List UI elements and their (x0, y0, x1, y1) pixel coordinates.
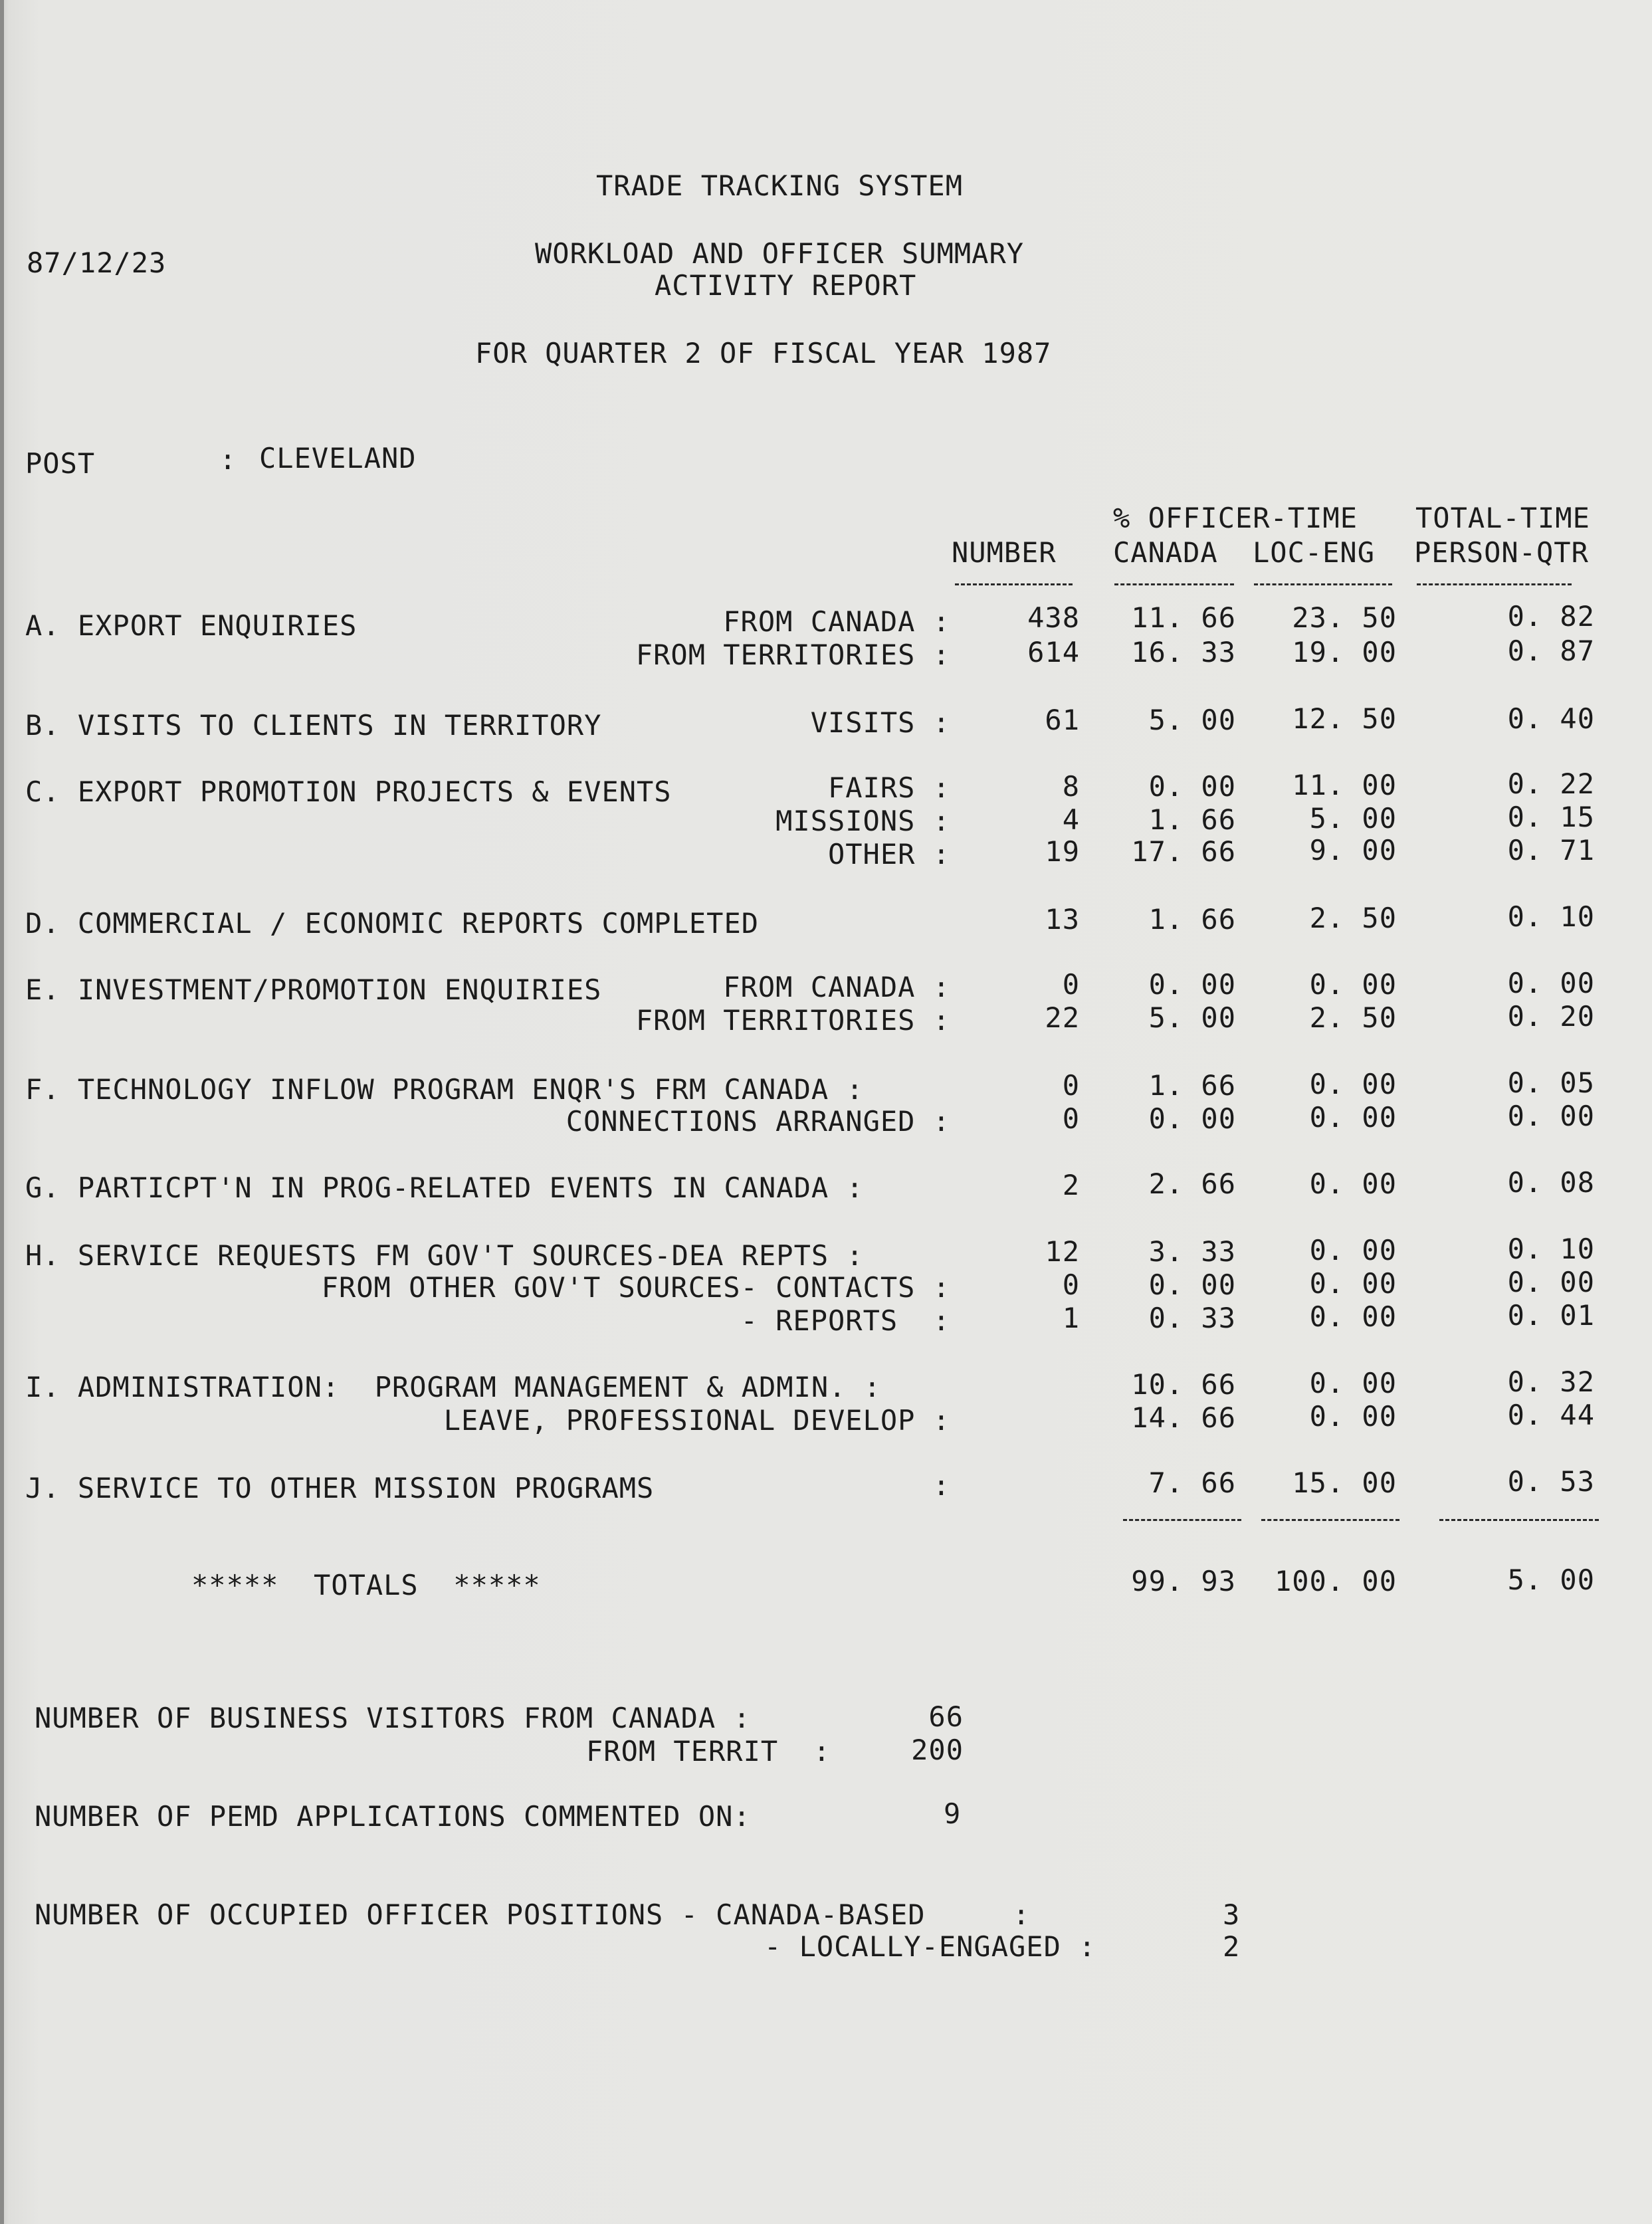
row-canada: 5. 00 (1148, 1001, 1236, 1034)
row-total: 0. 71 (1507, 834, 1595, 866)
row-number: 8 (1062, 770, 1080, 803)
row-total: 0. 82 (1507, 600, 1595, 633)
row-canada: 0. 00 (1148, 968, 1236, 1001)
person-qtr-header: PERSON-QTR (1414, 536, 1589, 569)
person-qtr-underline (1417, 583, 1572, 585)
row-loceng: 0. 00 (1309, 1300, 1397, 1333)
loceng-total-underline (1261, 1519, 1399, 1521)
number-underline (955, 583, 1073, 585)
positions-canada-label: NUMBER OF OCCUPIED OFFICER POSITIONS - CANADA-BASED : (35, 1898, 1031, 1931)
row-loceng: 0. 00 (1309, 1068, 1397, 1100)
row-loceng: 0. 00 (1309, 1267, 1397, 1300)
row-label: F. TECHNOLOGY INFLOW PROGRAM ENQR'S FRM CANADA : (25, 1073, 864, 1106)
officer-time-header: % OFFICER-TIME (1113, 502, 1358, 534)
row-label: J. SERVICE TO OTHER MISSION PROGRAMS (25, 1472, 655, 1504)
positions-local-label: - LOCALLY-ENGAGED : (764, 1930, 1096, 1963)
row-loceng: 12. 50 (1292, 702, 1397, 735)
row-number: 12 (1045, 1235, 1080, 1268)
visitors-territ-label: FROM TERRIT : (586, 1735, 831, 1768)
row-total: 0. 10 (1507, 1233, 1595, 1265)
row-number: 0 (1062, 1268, 1080, 1301)
row-canada: 16. 33 (1131, 636, 1236, 668)
visitors-canada-value: 66 (928, 1700, 964, 1733)
row-number: 2 (1062, 1169, 1080, 1201)
row-number: 61 (1045, 704, 1080, 736)
report-subtitle: ACTIVITY REPORT (655, 269, 917, 302)
row-sublabel: OTHER : (827, 838, 950, 870)
row-total: 0. 05 (1507, 1066, 1595, 1099)
positions-local-value: 2 (1223, 1930, 1241, 1963)
canada-header: CANADA (1113, 536, 1218, 569)
row-total: 0. 53 (1507, 1465, 1595, 1498)
row-number: 19 (1045, 835, 1080, 868)
row-label: B. VISITS TO CLIENTS IN TERRITORY (25, 709, 602, 742)
report-period: FOR QUARTER 2 OF FISCAL YEAR 1987 (475, 337, 1052, 369)
totals-loceng: 100. 00 (1274, 1565, 1397, 1597)
post-separator: : (219, 443, 237, 476)
row-number: 1 (1062, 1302, 1080, 1334)
pemd-value: 9 (944, 1797, 962, 1830)
row-canada: 5. 00 (1148, 704, 1236, 736)
row-total: 0. 00 (1507, 1266, 1595, 1298)
positions-canada-value: 3 (1223, 1898, 1241, 1931)
row-loceng: 5. 00 (1309, 802, 1397, 835)
system-title: TRADE TRACKING SYSTEM (596, 169, 964, 202)
total-time-header: TOTAL-TIME (1415, 502, 1590, 534)
visitors-territ-value: 200 (911, 1734, 964, 1766)
number-header: NUMBER (952, 536, 1057, 569)
row-label: G. PARTICPT'N IN PROG-RELATED EVENTS IN CANADA : (25, 1171, 864, 1204)
totals-label: ***** TOTALS ***** (191, 1569, 541, 1601)
row-canada: 14. 66 (1131, 1401, 1236, 1434)
row-total: 0. 01 (1507, 1299, 1595, 1332)
row-sublabel: FROM TERRITORIES : (635, 639, 950, 671)
row-canada: 10. 66 (1131, 1368, 1236, 1401)
row-total: 0. 44 (1507, 1399, 1595, 1431)
row-canada: 11. 66 (1131, 601, 1236, 634)
row-loceng: 23. 50 (1292, 601, 1397, 634)
row-loceng: 19. 00 (1292, 636, 1397, 668)
post-value: CLEVELAND (259, 442, 417, 474)
row-sublabel: LEAVE, PROFESSIONAL DEVELOP : (443, 1404, 950, 1437)
person-qtr-total-underline (1439, 1519, 1599, 1521)
row-canada: 0. 00 (1148, 1268, 1236, 1301)
row-sublabel: - REPORTS : (740, 1304, 950, 1337)
canada-total-underline (1123, 1519, 1241, 1521)
row-sublabel: : (932, 1469, 950, 1502)
row-canada: 0. 00 (1148, 1102, 1236, 1135)
row-label: H. SERVICE REQUESTS FM GOV'T SOURCES-DEA REPTS : (25, 1239, 864, 1272)
row-total: 0. 15 (1507, 801, 1595, 833)
row-canada: 1. 66 (1148, 1069, 1236, 1102)
post-label: POST (25, 447, 96, 480)
totals-canada: 99. 93 (1131, 1565, 1236, 1597)
row-label: D. COMMERCIAL / ECONOMIC REPORTS COMPLETED (25, 907, 760, 940)
row-number: 13 (1045, 903, 1080, 936)
row-loceng: 15. 00 (1292, 1466, 1397, 1499)
row-sublabel: FROM CANADA : (723, 605, 950, 638)
row-sublabel: VISITS : (810, 706, 950, 739)
row-canada: 0. 00 (1148, 770, 1236, 803)
loceng-underline (1254, 583, 1392, 585)
row-label: C. EXPORT PROMOTION PROJECTS & EVENTS (25, 775, 672, 808)
row-sublabel: CONNECTIONS ARRANGED : (566, 1105, 950, 1138)
row-canada: 17. 66 (1131, 835, 1236, 868)
row-loceng: 2. 50 (1309, 902, 1397, 934)
row-label: I. ADMINISTRATION: PROGRAM MANAGEMENT & ADMIN. : (25, 1371, 882, 1403)
row-label: E. INVESTMENT/PROMOTION ENQUIRIES (25, 973, 602, 1006)
row-canada: 1. 66 (1148, 803, 1236, 836)
row-loceng: 2. 50 (1309, 1001, 1397, 1034)
pemd-label: NUMBER OF PEMD APPLICATIONS COMMENTED ON: (35, 1800, 751, 1833)
row-loceng: 9. 00 (1309, 834, 1397, 866)
row-loceng: 0. 00 (1309, 1167, 1397, 1200)
row-number: 614 (1027, 636, 1080, 668)
row-canada: 7. 66 (1148, 1466, 1236, 1499)
row-sublabel: FROM CANADA : (723, 971, 950, 1003)
row-sublabel: FAIRS : (827, 771, 950, 804)
totals-person-qtr: 5. 00 (1507, 1564, 1595, 1596)
row-loceng: 11. 00 (1292, 769, 1397, 801)
row-total: 0. 20 (1507, 1000, 1595, 1033)
row-total: 0. 00 (1507, 1100, 1595, 1132)
row-loceng: 0. 00 (1309, 1367, 1397, 1399)
report-title: WORKLOAD AND OFFICER SUMMARY (535, 237, 1025, 270)
row-canada: 2. 66 (1148, 1167, 1236, 1200)
row-total: 0. 10 (1507, 900, 1595, 933)
row-sublabel: MISSIONS : (775, 805, 950, 837)
row-loceng: 0. 00 (1309, 1400, 1397, 1433)
row-sublabel: FROM OTHER GOV'T SOURCES- CONTACTS : (321, 1271, 950, 1304)
row-number: 4 (1062, 803, 1080, 836)
loceng-header: LOC-ENG (1253, 536, 1376, 569)
row-number: 0 (1062, 968, 1080, 1001)
row-canada: 0. 33 (1148, 1302, 1236, 1334)
row-total: 0. 00 (1507, 967, 1595, 999)
visitors-canada-label: NUMBER OF BUSINESS VISITORS FROM CANADA : (35, 1702, 751, 1734)
report-date: 87/12/23 (27, 247, 167, 279)
row-number: 0 (1062, 1102, 1080, 1135)
row-loceng: 0. 00 (1309, 1234, 1397, 1266)
row-total: 0. 08 (1507, 1166, 1595, 1199)
row-number: 438 (1027, 601, 1080, 634)
row-total: 0. 32 (1507, 1365, 1595, 1398)
row-label: A. EXPORT ENQUIRIES (25, 609, 358, 642)
row-loceng: 0. 00 (1309, 1101, 1397, 1134)
row-canada: 1. 66 (1148, 903, 1236, 936)
canada-underline (1114, 583, 1234, 585)
row-total: 0. 87 (1507, 635, 1595, 667)
row-sublabel: FROM TERRITORIES : (635, 1004, 950, 1037)
row-number: 0 (1062, 1069, 1080, 1102)
row-total: 0. 22 (1507, 767, 1595, 800)
row-number: 22 (1045, 1001, 1080, 1034)
row-canada: 3. 33 (1148, 1235, 1236, 1268)
page-edge-shadow (0, 0, 4, 2224)
row-loceng: 0. 00 (1309, 968, 1397, 1001)
row-total: 0. 40 (1507, 702, 1595, 735)
